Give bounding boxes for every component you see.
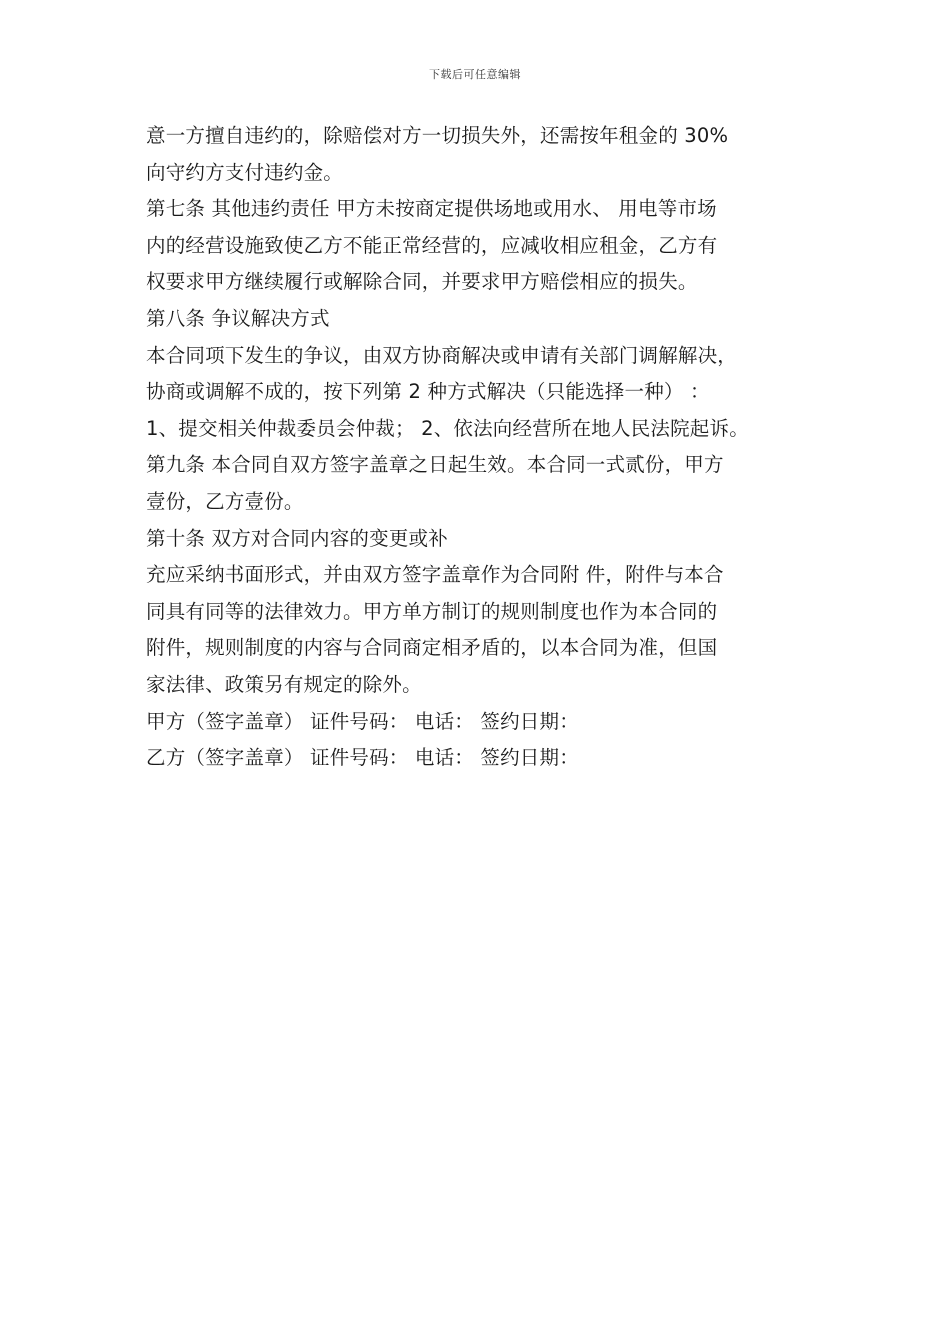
- body-line: 同具有同等的法律效力。甲方单方制订的规则制度也作为本合同的: [146, 599, 718, 623]
- article-9-line: 第九条 本合同自双方签字盖章之日起生效。本合同一式贰份，甲方: [146, 453, 724, 477]
- body-line: 壹份，乙方壹份。: [146, 489, 304, 513]
- body-line: 内的经营设施致使乙方不能正常经营的，应减收相应租金，乙方有: [146, 233, 718, 257]
- party-a-signature-line: 甲方（签字盖章） 证件号码： 电话： 签约日期：: [146, 709, 579, 733]
- contract-body: [146, 118, 816, 777]
- body-line: 本合同项下发生的争议，由双方协商解决或申请有关部门调解解决，: [146, 343, 738, 367]
- body-line: 充应采纳书面形式，并由双方签字盖章作为合同附 件，附件与本合: [146, 563, 724, 587]
- dispute-options-line: 1、提交相关仲裁委员会仲裁； 2、依法向经营所在地人民法院起诉。: [146, 416, 749, 440]
- body-line: 附件，规则制度的内容与合同商定相矛盾的，以本合同为准，但国: [146, 636, 718, 660]
- article-10-line: 第十条 双方对合同内容的变更或补: [146, 526, 448, 550]
- body-line: 家法律、政策另有规定的除外。: [146, 672, 422, 696]
- body-line: 权要求甲方继续履行或解除合同，并要求甲方赔偿相应的损失。: [146, 270, 698, 294]
- body-line: 协商或调解不成的，按下列第 2 种方式解决（只能选择一种） ：: [146, 380, 710, 404]
- article-7-line: 第七条 其他违约责任 甲方未按商定提供场地或用水、 用电等市场: [146, 197, 717, 221]
- party-b-signature-line: 乙方（签字盖章） 证件号码： 电话： 签约日期：: [146, 746, 579, 770]
- page-header-note: 下载后可任意编辑: [429, 68, 521, 81]
- body-line: 意一方擅自违约的，除赔偿对方一切损失外，还需按年租金的 30%: [146, 124, 729, 147]
- article-8-heading: 第八条 争议解决方式: [146, 306, 330, 330]
- body-line: 向守约方支付违约金。: [146, 160, 344, 184]
